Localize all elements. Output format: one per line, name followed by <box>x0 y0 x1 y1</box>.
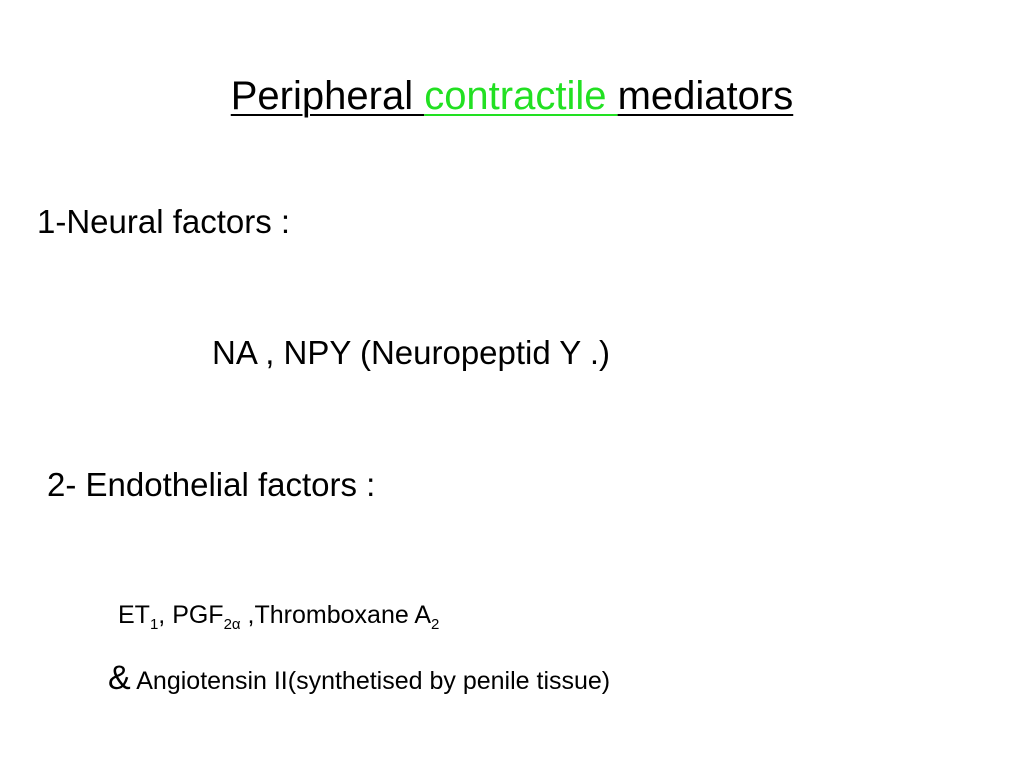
et-label: ET <box>118 601 150 629</box>
title-part-mediators: mediators <box>617 74 794 118</box>
endothelial-factors-items <box>118 597 439 633</box>
neural-factors-heading: 1-Neural factors : <box>37 203 291 240</box>
et-subscript: 1 <box>149 616 159 633</box>
slide-title <box>0 70 1024 122</box>
thromboxane-subscript: 2 <box>431 616 440 633</box>
ampersand: & <box>108 659 131 697</box>
neural-factors-items: NA , NPY (Neuropeptid Y .) <box>212 334 611 371</box>
angiotensin-text: Angiotensin II(synthetised by penile tissue) <box>130 667 611 695</box>
angiotensin-line <box>108 658 610 701</box>
title-part-peripheral: Peripheral <box>230 74 425 118</box>
thromboxane-label: ,Thromboxane A <box>240 601 431 629</box>
pgf-subscript: 2α <box>223 616 241 633</box>
title-part-contractile: contractile <box>424 74 618 118</box>
endothelial-factors-heading: 2- Endothelial factors : <box>47 466 376 503</box>
pgf-label: , PGF <box>158 601 224 629</box>
